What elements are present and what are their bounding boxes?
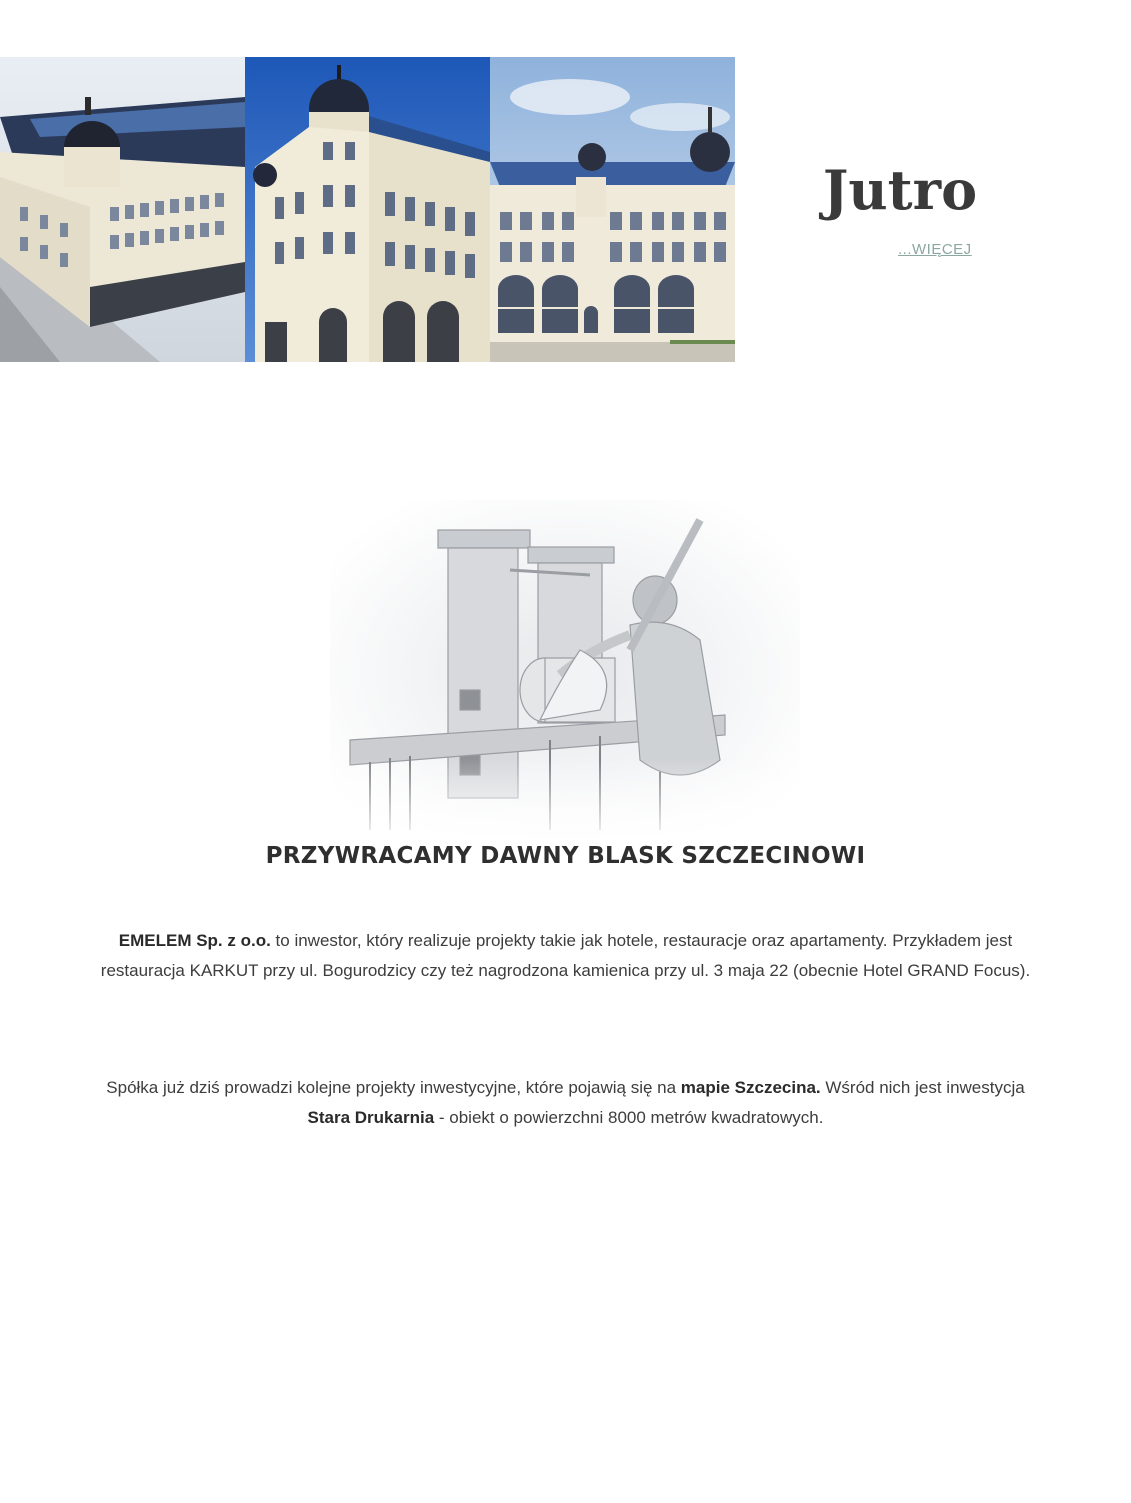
hero-image-front[interactable] (490, 57, 735, 362)
hero-image-aerial[interactable] (0, 57, 245, 362)
printing-press-illustration (330, 500, 800, 845)
projects-paragraph (85, 1073, 1046, 1133)
hero-title: Jutro (822, 158, 978, 222)
projects-text-1: Spółka już dziś prowadzi kolejne projekty inwestycyjne, które pojawią się na (106, 1078, 681, 1097)
intro-paragraph (85, 926, 1046, 986)
section-heading: PRZYWRACAMY DAWNY BLASK SZCZECINOWI (265, 843, 866, 869)
projects-highlight-map: mapie Szczecina. (680, 1078, 821, 1097)
company-name: EMELEM Sp. z o.o. (118, 931, 271, 950)
projects-highlight-investment: Stara Drukarnia (307, 1108, 435, 1127)
projects-text-2: Wśród nich jest inwestycja (820, 1078, 1025, 1097)
hero-gallery (0, 57, 735, 362)
hero-image-corner[interactable] (245, 57, 490, 362)
projects-text-3: - obiekt o powierzchni 8000 metrów kwadratowych. (434, 1108, 824, 1127)
intro-text: to inwestor, który realizuje projekty takie jak hotele, restauracje oraz apartamenty. Przykładem jest restauracja KARKUT przy ul. Bogurodzicy czy też nagrodzona kamienica przy ul. 3 maja 22 (obecnie Hotel GRAND Focus). (100, 931, 1031, 980)
more-link[interactable]: ...WIĘCEJ (898, 241, 972, 258)
